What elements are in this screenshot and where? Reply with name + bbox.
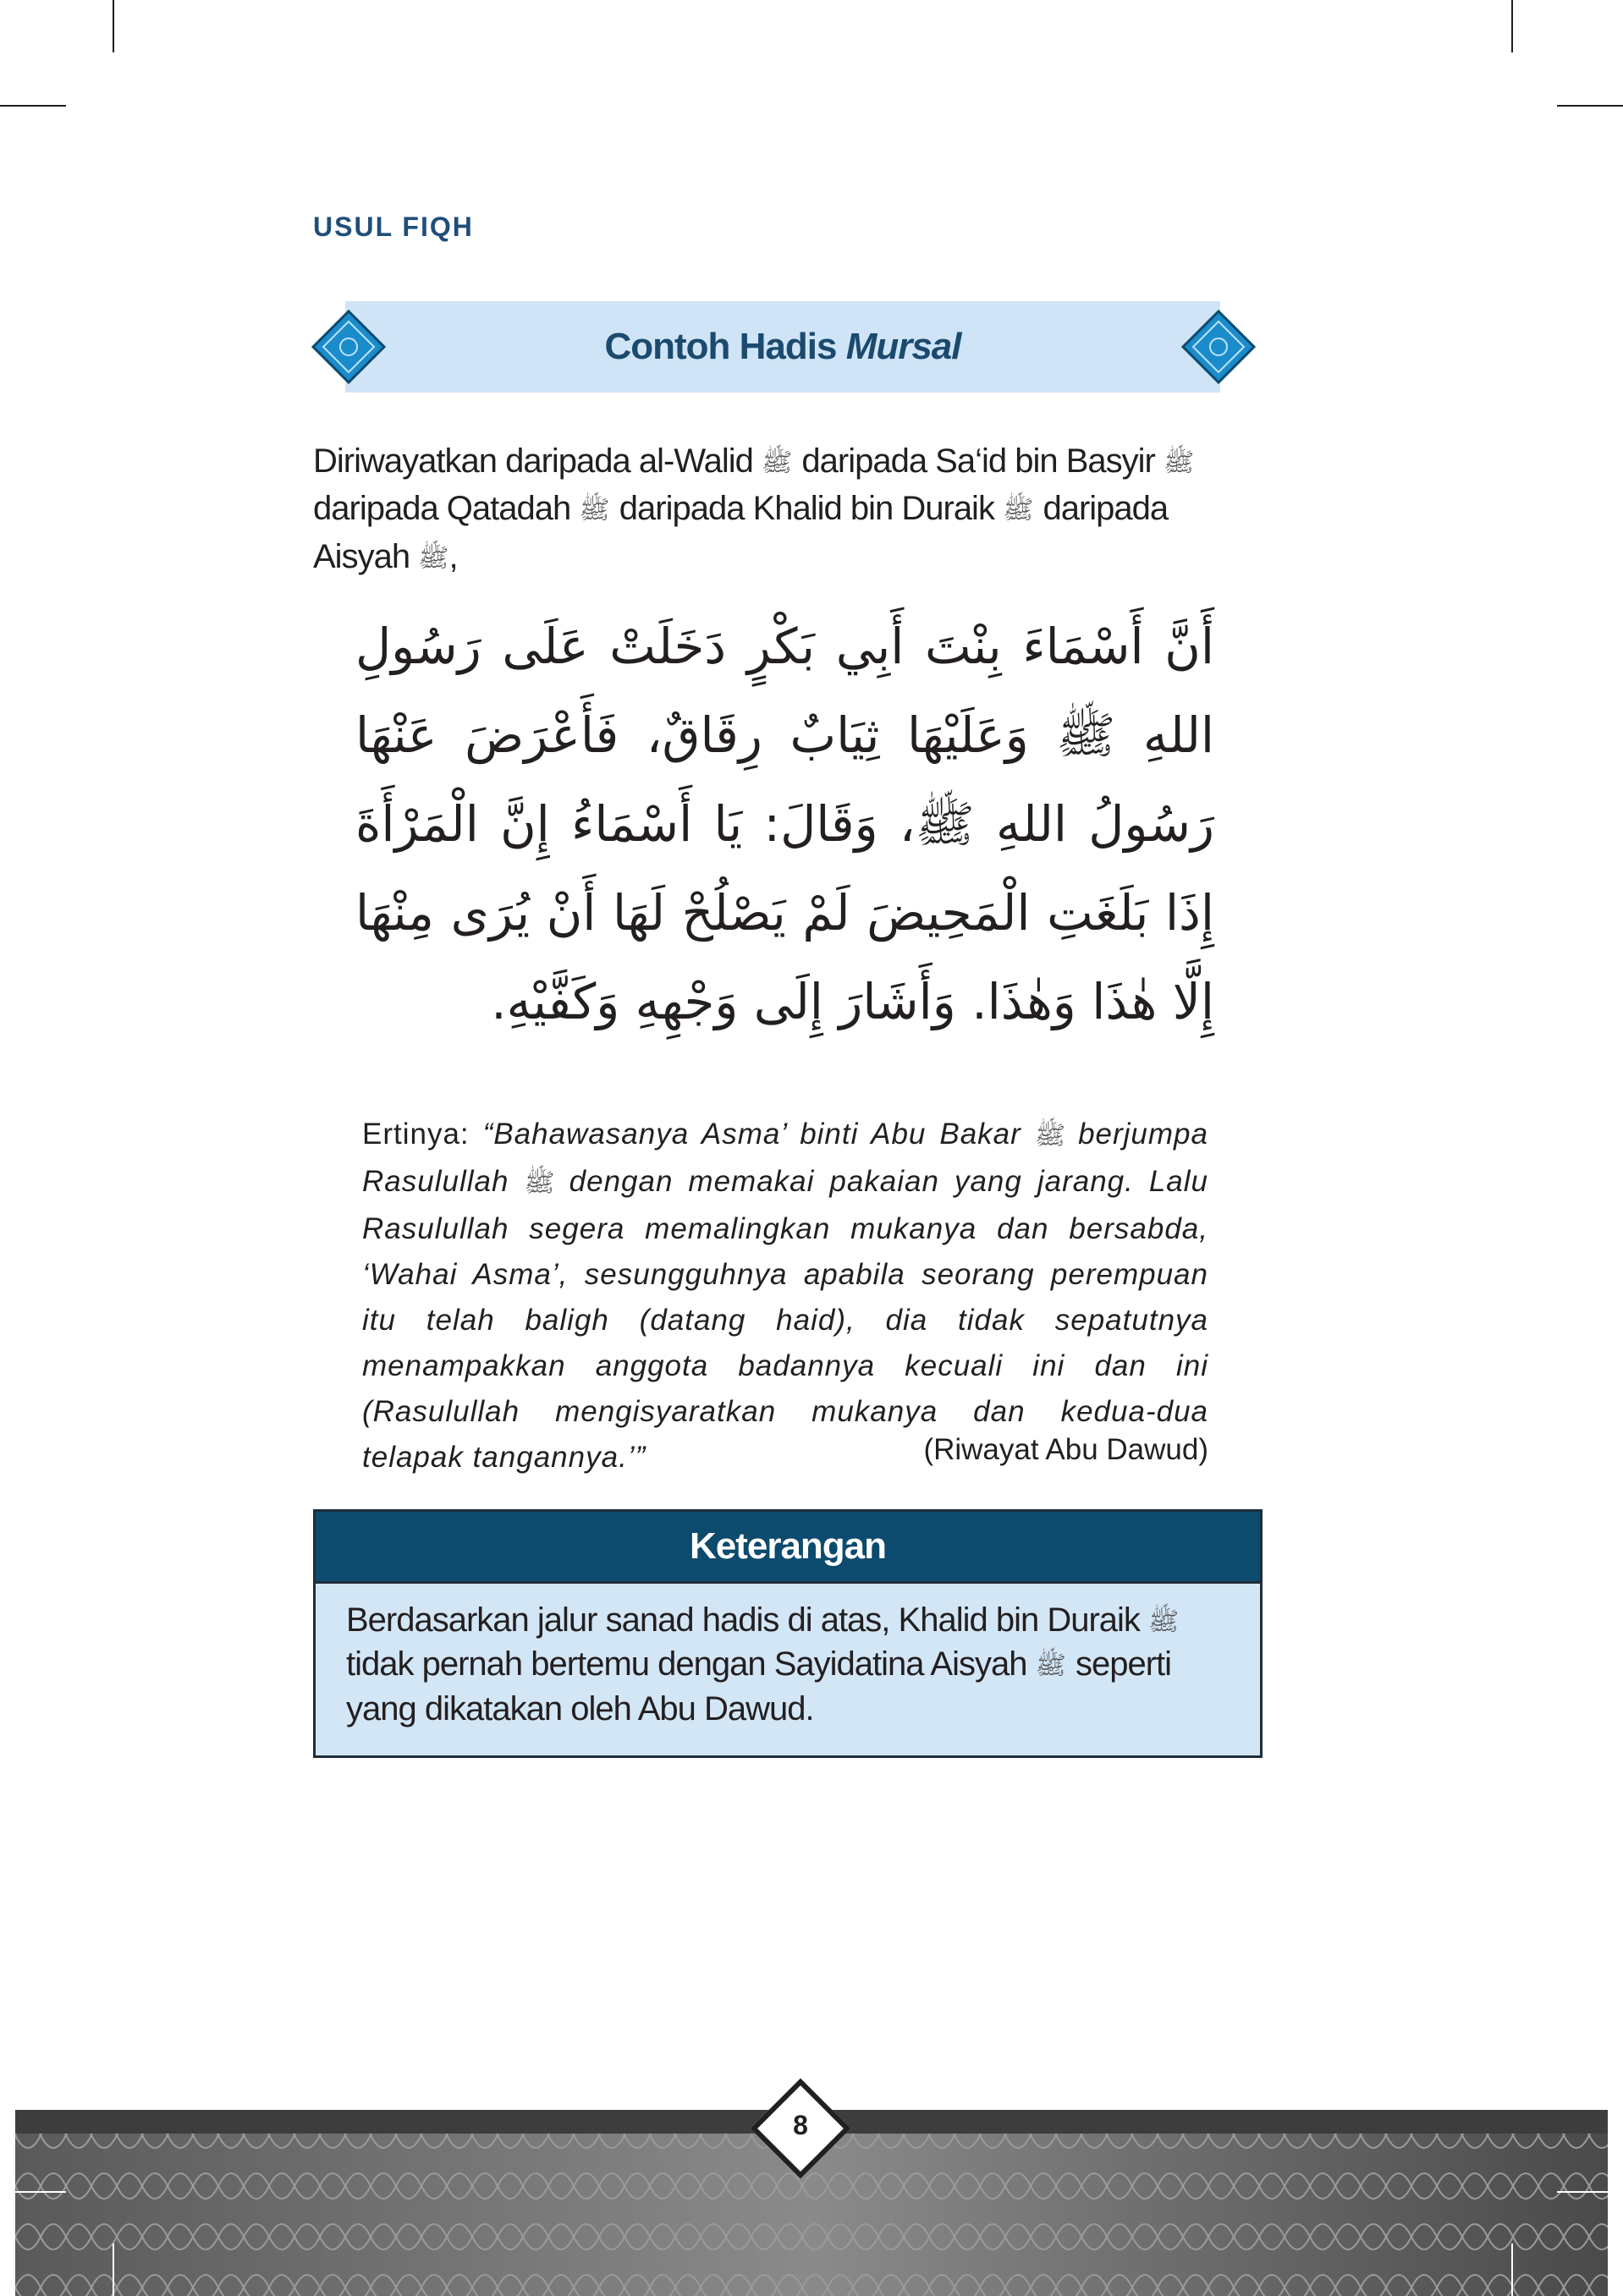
hadith-source: (Riwayat Abu Dawud) — [923, 1433, 1208, 1466]
crop-mark — [0, 2191, 66, 2193]
honorific-glyph: ﷺ — [1035, 1651, 1066, 1681]
crop-mark — [1511, 0, 1513, 52]
intro-paragraph: Diriwayatkan daripada al-Walid ﷺ daripada Sa‘id bin Basyir ﷺ daripada Qatadah ﷺ daripada Khalid bin Duraik ﷺ daripada Aisyah ﷺ, — [313, 442, 1195, 575]
page-number: 8 — [793, 2110, 808, 2140]
translation-paragraph: Ertinya: “Bahawasanya Asma’ binti Abu Bakar ﷺ berjumpa Rasulullah ﷺ dengan memakai pakaian yang jarang. Lalu Rasulullah segera memalingkan mukanya dan bersabda, ‘Wahai Asma’, sesungguhnya apabila seorang perempuan itu telah baligh (datang haid), dia tidak sepatutnya menampakkan anggota badannya kecuali ini dan ini (Rasulullah mengisyaratkan mukanya dan kedua-dua telapak tangannya.’” — [362, 1118, 1208, 1474]
honorific-glyph: ﷺ — [1003, 495, 1034, 525]
arabic-hadith-text: أَنَّ أَسْمَاءَ بِنْتَ أَبِي بَكْرٍ دَخَلَتْ عَلَى رَسُولِ اللهِ ﷺ وَعَلَيْهَا ثِيَابٌ رِقَاقٌ، فَأَعْرَضَ عَنْهَا رَسُولُ اللهِ ﷺ، وَقَالَ: يَا أَسْمَاءُ إِنَّ الْمَرْأَةَ إِذَا بَلَغَتِ الْمَحِيضَ لَمْ يَصْلُحْ لَهَا أَنْ يُرَى مِنْهَا إِلَّا هٰذَا وَهٰذَا. وَأَشَارَ إِلَى وَجْهِهِ وَكَفَّيْهِ. — [355, 618, 1214, 1030]
honorific-glyph: ﷺ — [762, 448, 793, 478]
crop-mark — [113, 2244, 114, 2296]
crop-mark — [113, 0, 114, 52]
honorific-glyph: ﷺ — [1148, 1607, 1180, 1637]
keterangan-body: Berdasarkan jalur sanad hadis di atas, Khalid bin Duraik ﷺ tidak pernah bertemu dengan Sayidatina Aisyah ﷺ seperti yang dikatakan oleh Abu Dawud. — [346, 1601, 1180, 1727]
crop-mark — [0, 105, 66, 107]
crop-mark — [1511, 2244, 1513, 2296]
section-title-band — [345, 301, 1220, 393]
honorific-glyph: ﷺ — [579, 495, 610, 525]
keterangan-heading: Keterangan — [316, 1512, 1260, 1584]
honorific-glyph: ﷺ — [418, 543, 449, 574]
page-title: Contoh Hadis Mursal — [604, 326, 961, 367]
running-head: USUL FIQH — [313, 211, 474, 242]
crop-mark — [1557, 105, 1623, 107]
keterangan-box — [313, 1509, 1263, 1758]
honorific-glyph: ﷺ — [1034, 1120, 1066, 1151]
ornament-diamond-icon — [311, 310, 386, 384]
crop-mark — [1557, 2191, 1623, 2193]
ornament-diamond-icon — [1181, 310, 1256, 384]
honorific-glyph: ﷺ — [1163, 448, 1195, 478]
honorific-glyph: ﷺ — [524, 1167, 555, 1198]
